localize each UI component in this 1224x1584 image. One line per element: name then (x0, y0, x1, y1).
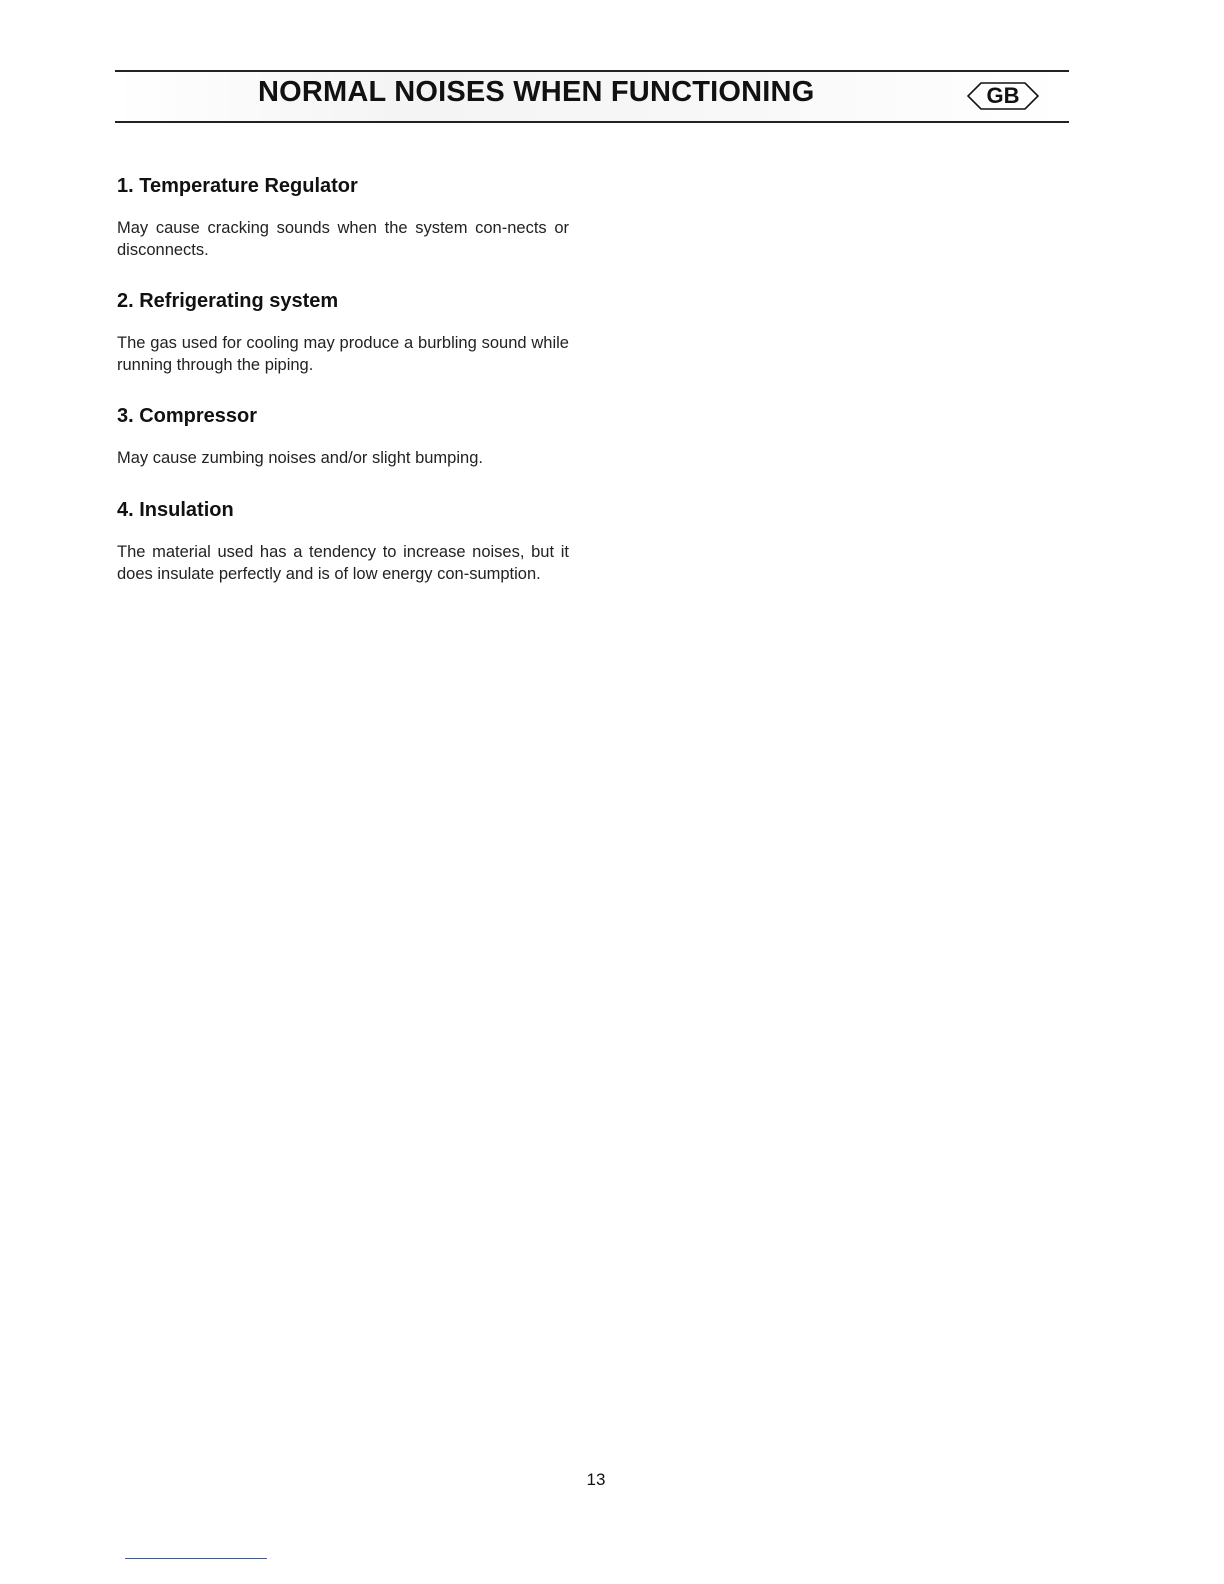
page-title: NORMAL NOISES WHEN FUNCTIONING (258, 76, 815, 108)
section-heading: 3. Compressor (117, 405, 258, 427)
footer-divider (125, 1558, 267, 1559)
section-body: May cause zumbing noises and/or slight bumping. (117, 449, 483, 467)
section-body: May cause cracking sounds when the system con-nects or disconnects. (117, 219, 569, 259)
section-refrigerating-system (117, 287, 569, 376)
section-insulation (117, 496, 569, 585)
section-body: The material used has a tendency to increase noises, but it does insulate perfectly and is of low energy con-sumption. (117, 543, 569, 583)
language-badge (967, 82, 1039, 110)
section-heading: 1. Temperature Regulator (117, 175, 358, 197)
section-temperature-regulator (117, 172, 569, 261)
section-body: The gas used for cooling may produce a burbling sound while running through the piping. (117, 334, 569, 374)
page-header (115, 70, 1069, 123)
section-heading: 4. Insulation (117, 499, 234, 521)
language-badge-label: GB (986, 83, 1020, 108)
section-heading: 2. Refrigerating system (117, 290, 339, 312)
page-number: 13 (586, 1470, 606, 1489)
section-compressor (117, 402, 569, 469)
